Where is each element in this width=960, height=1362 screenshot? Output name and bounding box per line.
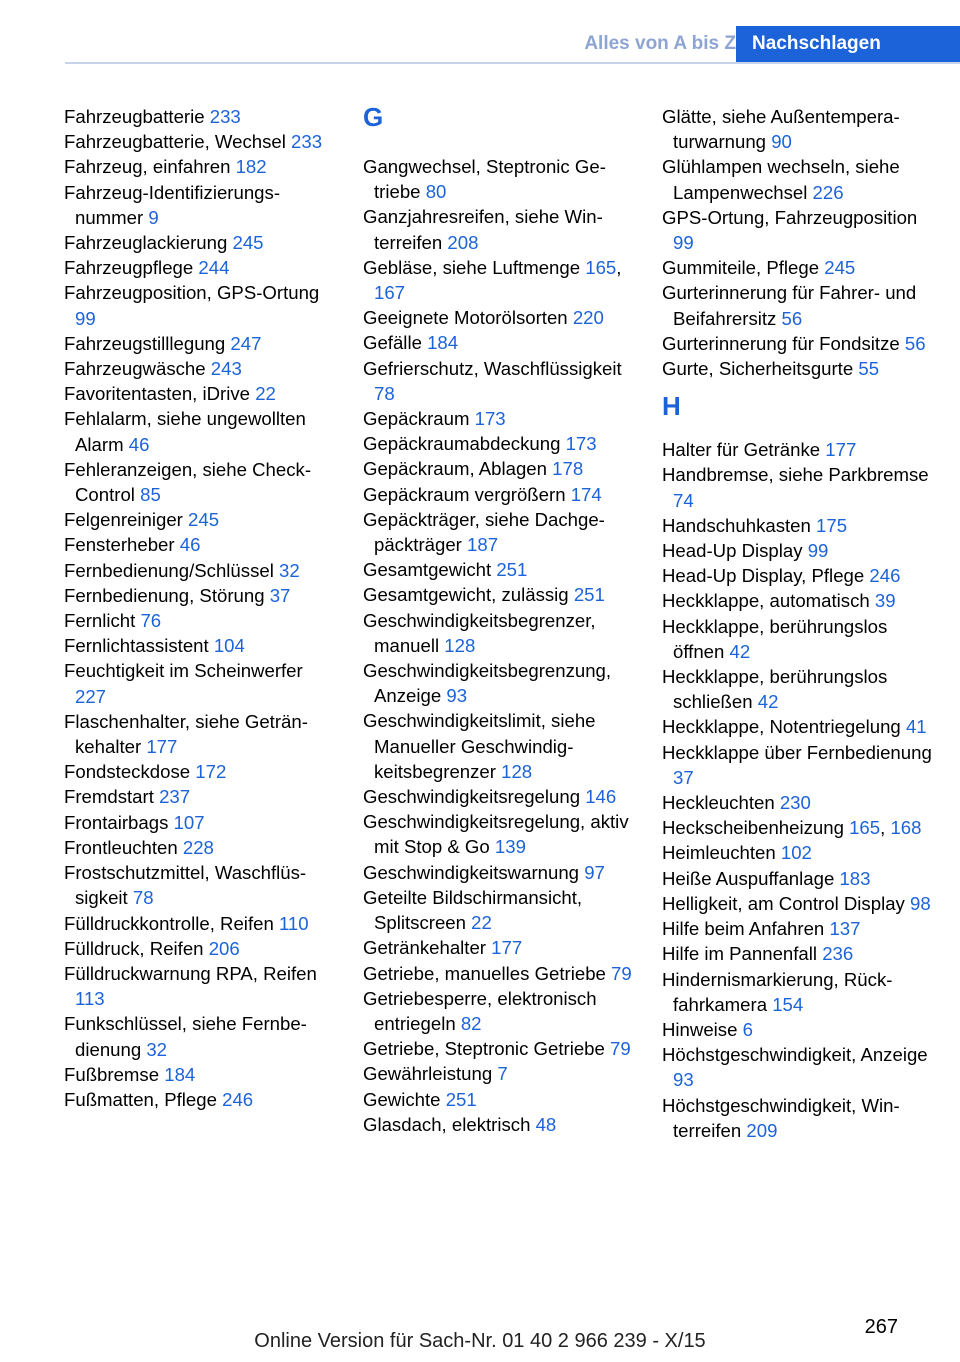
index-entry: [662, 1042, 934, 1092]
entry-term: Head-Up Display, Pflege: [662, 565, 870, 587]
page-header: [65, 26, 960, 64]
index-entry: [662, 104, 934, 154]
page-link[interactable]: 187: [467, 534, 499, 556]
page-link[interactable]: 39: [874, 590, 896, 612]
entry-term: Head-Up Display: [662, 540, 808, 562]
page-link[interactable]: 98: [910, 892, 931, 914]
page-link[interactable]: 93: [446, 685, 468, 707]
index-entry: [363, 406, 635, 431]
page-separator: ,: [616, 256, 622, 278]
page-link[interactable]: 233: [291, 131, 323, 153]
page-link[interactable]: 178: [552, 458, 584, 480]
page-link[interactable]: 55: [858, 358, 880, 380]
page-link[interactable]: 46: [179, 534, 201, 556]
page-link[interactable]: 74: [673, 489, 694, 511]
page-link[interactable]: 206: [208, 937, 240, 959]
entry-term: Geschwindigkeitswarnung: [363, 861, 585, 883]
page-link[interactable]: 173: [565, 433, 597, 455]
page-link[interactable]: 110: [278, 912, 309, 934]
page-link[interactable]: 154: [772, 993, 804, 1015]
page-link[interactable]: 78: [374, 382, 395, 404]
page-link[interactable]: 251: [573, 584, 605, 606]
page-link[interactable]: 102: [780, 842, 812, 864]
index-entry: [363, 885, 635, 935]
entry-term: Gesamtgewicht, zulässig: [363, 584, 574, 606]
entry-term: Fahrzeugposition, GPS-Ortung: [64, 282, 320, 304]
entry-term: Geschwindigkeitslimit, siehe Manueller Geschwindigkeitsbegrenzer: [363, 710, 596, 782]
entry-term: Heckklappe, automatisch: [662, 590, 875, 612]
page-link[interactable]: 104: [213, 635, 245, 657]
entry-term: Höchstgeschwindigkeit, Winterreifen: [662, 1094, 900, 1141]
index-entry: [662, 866, 934, 891]
page-link[interactable]: 246: [869, 565, 901, 587]
entry-term: Gepäckträger, siehe Dachgepäckträger: [363, 508, 605, 556]
entry-term: Heckscheibenheizung: [662, 817, 850, 839]
page-link[interactable]: 165: [849, 817, 881, 839]
entry-term: Flaschenhalter, siehe Getränkehalter: [64, 710, 308, 758]
index-entry: [64, 154, 336, 179]
index-entry: [363, 330, 635, 355]
page-link[interactable]: 167: [374, 282, 406, 304]
index-entry: [363, 809, 635, 859]
section-letter: G: [363, 102, 384, 132]
entry-term: Hilfe im Pannenfall: [662, 943, 823, 965]
page-link[interactable]: 183: [839, 867, 871, 889]
index-entry: [363, 305, 635, 330]
page-link[interactable]: 46: [128, 433, 150, 455]
index-entry: [64, 835, 336, 860]
index-entry: [662, 891, 934, 916]
entry-term: Gebläse, siehe Luftmenge: [363, 256, 586, 278]
index-entry: [64, 331, 336, 356]
index-entry: [64, 457, 336, 507]
entry-term: Fahrzeugpflege: [64, 257, 199, 279]
index-entry: [662, 1017, 934, 1042]
entry-term: Fahrzeug, einfahren: [64, 156, 236, 178]
index-entry: [363, 456, 635, 481]
page-link[interactable]: 42: [757, 691, 779, 713]
index-entry: [64, 810, 336, 835]
page-link[interactable]: 245: [232, 232, 264, 254]
index-entry: [363, 1061, 635, 1086]
index-entry: [662, 714, 934, 739]
entry-term: Heckklappe über Fernbedienung: [662, 741, 932, 763]
entry-term: Fülldruck, Reifen: [64, 937, 209, 959]
page-link[interactable]: 107: [173, 811, 205, 833]
entry-term: Heimleuchten: [662, 842, 781, 864]
entry-term: Geschwindigkeitsregelung, aktiv mit Stop & Go: [363, 811, 629, 858]
entry-term: Gefälle: [363, 332, 428, 354]
entry-term: Halter für Getränke: [662, 439, 826, 461]
page-link[interactable]: 6: [742, 1018, 753, 1040]
index-entry: [64, 356, 336, 381]
index-entry: [64, 406, 336, 456]
index-entry: [363, 204, 635, 254]
entry-term: Gepäckraumabdeckung: [363, 433, 566, 455]
entry-term: Fernlichtassistent: [64, 635, 214, 657]
page-link[interactable]: 82: [460, 1012, 482, 1034]
page-link[interactable]: 99: [673, 232, 694, 254]
entry-term: Fensterheber: [64, 534, 180, 556]
index-entry: [64, 1011, 336, 1061]
entry-term: Fremdstart: [64, 786, 160, 808]
index-entry: [363, 608, 635, 658]
page-link[interactable]: 237: [159, 786, 191, 808]
page-link[interactable]: 251: [496, 559, 528, 581]
index-entry: [662, 941, 934, 966]
index-entry: [662, 280, 934, 330]
entry-term: Gangwechsel, Steptronic Getriebe: [363, 156, 606, 203]
page-link[interactable]: 220: [572, 307, 604, 329]
index-entry: [662, 967, 934, 1017]
index-column-1: [64, 104, 336, 1112]
entry-term: Gurterinnerung für Fondsitze: [662, 332, 905, 354]
page-link[interactable]: 113: [75, 988, 105, 1010]
index-entry: [363, 431, 635, 456]
entry-term: Höchstgeschwindigkeit, Anzeige: [662, 1044, 928, 1066]
page-link[interactable]: 233: [209, 106, 241, 127]
index-entry: [64, 961, 336, 1011]
index-entry: [64, 860, 336, 910]
index-entry: [64, 583, 336, 608]
entry-term: Fernbedienung/Schlüssel: [64, 559, 279, 581]
index-entry: [662, 916, 934, 941]
entry-term: Frontairbags: [64, 811, 174, 833]
entry-term: Heckklappe, berührungslos öffnen: [662, 615, 888, 662]
entry-term: Fahrzeugbatterie: [64, 106, 210, 127]
page-link[interactable]: 99: [807, 540, 829, 562]
entry-term: Fehlalarm, siehe ungewollten Alarm: [64, 408, 306, 455]
page-link[interactable]: 184: [164, 1063, 196, 1085]
entry-term: Geteilte Bildschirmansicht, Splitscreen: [363, 886, 583, 934]
entry-term: Favoritentasten, iDrive: [64, 383, 256, 405]
entry-term: Gepäckraum, Ablagen: [363, 458, 553, 480]
page-link[interactable]: 230: [779, 792, 811, 814]
entry-term: Getriebe, manuelles Getriebe: [363, 962, 612, 984]
entry-term: Fußmatten, Pflege: [64, 1088, 223, 1110]
index-entry: [363, 986, 635, 1036]
page-link[interactable]: 168: [890, 817, 922, 839]
index-entry: [64, 936, 336, 961]
entry-term: Feuchtigkeit im Scheinwerfer: [64, 660, 303, 682]
page-link[interactable]: 32: [146, 1038, 168, 1060]
entry-term: Hinweise: [662, 1018, 743, 1040]
page-link[interactable]: 128: [444, 634, 476, 656]
index-entry: [363, 860, 635, 885]
entry-term: Glühlampen wechseln, siehe Lampenwechsel: [662, 156, 900, 203]
entry-term: Fahrzeugstilllegung: [64, 332, 231, 354]
index-entry: [64, 759, 336, 784]
page-link[interactable]: 227: [75, 685, 107, 707]
entry-term: Heiße Auspuffanlage: [662, 867, 840, 889]
index-entry: [662, 513, 934, 538]
index-entry: [64, 381, 336, 406]
page-link[interactable]: 209: [746, 1119, 778, 1141]
page-link[interactable]: 177: [146, 736, 178, 758]
index-entry: [662, 614, 934, 664]
page-link[interactable]: 184: [427, 332, 459, 354]
index-entry: [64, 709, 336, 759]
page-link[interactable]: 99: [75, 307, 96, 329]
page-link[interactable]: 97: [584, 861, 605, 883]
page-link[interactable]: 79: [610, 1038, 631, 1060]
entry-term: Gepäckraum vergrößern: [363, 483, 571, 505]
page-link[interactable]: 22: [255, 383, 276, 405]
entry-term: Glätte, siehe Außentemperaturwarnung: [662, 106, 900, 153]
page-link[interactable]: 42: [729, 640, 751, 662]
entry-term: Fernbedienung, Störung: [64, 584, 270, 606]
index-entry: [64, 255, 336, 280]
entry-term: Fahrzeugwäsche: [64, 358, 211, 380]
page-link[interactable]: 7: [497, 1063, 508, 1085]
index-entry: [363, 1087, 635, 1112]
index-entry: [363, 154, 635, 204]
page-link[interactable]: 56: [781, 307, 803, 329]
page-link[interactable]: 173: [474, 408, 506, 430]
index-entry: [64, 633, 336, 658]
entry-term: Helligkeit, am Control Display: [662, 892, 911, 914]
entry-term: Getriebesperre, elektronisch entriegeln: [363, 987, 597, 1034]
index-entry: [64, 104, 336, 129]
entry-term: Geschwindigkeitsbegrenzer, manuell: [363, 609, 596, 656]
index-entry: [363, 708, 635, 784]
index-entry: [662, 815, 934, 840]
entry-term: Fußbremse: [64, 1063, 165, 1085]
entry-term: Gefrierschutz, Waschflüssigkeit: [363, 357, 622, 379]
index-entry: [363, 658, 635, 708]
index-entry: [662, 563, 934, 588]
page-link[interactable]: 32: [279, 559, 300, 581]
index-entry: [64, 658, 336, 708]
page-link[interactable]: 79: [611, 962, 632, 984]
page-link[interactable]: 137: [829, 918, 861, 940]
entry-term: Gewährleistung: [363, 1063, 498, 1085]
index-entry: [64, 784, 336, 809]
page-link[interactable]: 48: [535, 1113, 557, 1135]
page-link[interactable]: 182: [235, 156, 267, 178]
page-number: 267: [864, 1316, 898, 1338]
footer-note: Online Version für Sach-Nr. 01 40 2 966 239 - X/15: [254, 1330, 706, 1352]
page-link[interactable]: 246: [222, 1088, 254, 1110]
index-entry: [64, 180, 336, 230]
index-entry: [662, 588, 934, 613]
index-entry: [363, 935, 635, 960]
index-entry: [363, 784, 635, 809]
page-link[interactable]: 226: [812, 181, 844, 203]
entry-term: Gurterinnerung für Fahrer- und Beifahrersitz: [662, 282, 917, 329]
entry-term: Felgenreiniger: [64, 509, 189, 531]
index-entry: [662, 255, 934, 280]
page-link[interactable]: 177: [491, 937, 523, 959]
index-entry: [363, 1036, 635, 1061]
index-entry: [662, 1093, 934, 1143]
index-entry: [64, 911, 336, 936]
entry-term: Fahrzeugbatterie, Wechsel: [64, 131, 292, 153]
index-entry: [64, 280, 336, 330]
page-link[interactable]: 78: [132, 887, 154, 909]
index-entry: [64, 608, 336, 633]
page-link[interactable]: 22: [471, 912, 492, 934]
index-entry: [363, 255, 635, 305]
tab-nachschlagen[interactable]: Nachschlagen: [736, 26, 960, 62]
page-link[interactable]: 228: [182, 836, 214, 858]
entry-term: Fülldruckwarnung RPA, Reifen: [64, 962, 317, 984]
index-entry: [662, 205, 934, 255]
entry-term: Handschuhkasten: [662, 514, 817, 536]
index-entry: [363, 482, 635, 507]
entry-term: Frontleuchten: [64, 836, 183, 858]
page-link[interactable]: 37: [673, 766, 694, 788]
index-entry: [662, 462, 934, 512]
page-link[interactable]: 85: [140, 484, 161, 506]
entry-term: Hindernismarkierung, Rückfahrkamera: [662, 968, 893, 1015]
entry-term: Fehleranzeigen, siehe Check-Control: [64, 458, 312, 506]
page-link[interactable]: 93: [673, 1069, 694, 1091]
entry-term: Glasdach, elektrisch: [363, 1113, 536, 1135]
index-entry: [363, 557, 635, 582]
page-link[interactable]: 128: [501, 760, 533, 782]
breadcrumb[interactable]: Alles von A bis Z: [584, 33, 736, 54]
index-column-3: [662, 104, 934, 1143]
index-column-2: [363, 104, 635, 1137]
page-link[interactable]: 247: [230, 332, 262, 354]
entry-term: Handbremse, siehe Parkbremse: [662, 464, 929, 486]
entry-term: Funkschlüssel, siehe Fernbedienung: [64, 1013, 307, 1060]
entry-term: Fahrzeuglackierung: [64, 232, 233, 254]
entry-term: Geschwindigkeitsbegrenzung, Anzeige: [363, 660, 612, 707]
index-entry: [64, 507, 336, 532]
index-entry: [662, 664, 934, 714]
index-entry: [64, 558, 336, 583]
page-link[interactable]: 146: [585, 786, 617, 808]
entry-term: Ganzjahresreifen, siehe Winterreifen: [363, 206, 603, 253]
entry-term: Frostschutzmittel, Waschflüssigkeit: [64, 862, 307, 909]
entry-term: Fahrzeug-Identifizierungsnummer: [64, 181, 281, 228]
entry-term: Gewichte: [363, 1088, 446, 1110]
index-entry: [662, 538, 934, 563]
entry-term: Fernlicht: [64, 610, 141, 632]
page-link[interactable]: 174: [570, 483, 602, 505]
entry-term: Gummiteile, Pflege: [662, 257, 825, 279]
index-entry: [662, 437, 934, 462]
entry-term: Gurte, Sicherheitsgurte: [662, 358, 859, 380]
index-entry: [662, 790, 934, 815]
index-entry: [64, 230, 336, 255]
entry-term: Getränkehalter: [363, 937, 492, 959]
page-link[interactable]: 56: [904, 332, 926, 354]
index-entry: [662, 356, 934, 381]
index-entry: [363, 1112, 635, 1137]
index-entry: [363, 507, 635, 557]
index-entry: [363, 582, 635, 607]
page-link[interactable]: 165: [585, 256, 617, 278]
page-link[interactable]: 139: [494, 836, 526, 858]
page-link[interactable]: 245: [188, 509, 220, 531]
page-link[interactable]: 41: [905, 716, 927, 738]
entry-term: Gepäckraum: [363, 408, 475, 430]
page-link[interactable]: 208: [447, 231, 479, 253]
index-entry: [64, 129, 336, 154]
page-link[interactable]: 244: [198, 257, 230, 279]
page-link[interactable]: 9: [148, 206, 159, 228]
entry-term: Gesamtgewicht: [363, 559, 497, 581]
entry-term: Hilfe beim Anfahren: [662, 918, 830, 940]
index-entry: [363, 356, 635, 406]
page-link[interactable]: 236: [822, 943, 854, 965]
entry-term: Geeignete Motorölsorten: [363, 307, 573, 329]
page-link[interactable]: 245: [824, 257, 856, 279]
index-entry: [662, 740, 934, 790]
entry-term: Geschwindigkeitsregelung: [363, 786, 586, 808]
entry-term: Heckleuchten: [662, 792, 780, 814]
page-link[interactable]: 172: [195, 761, 227, 783]
index-entry: [662, 154, 934, 204]
entry-term: Getriebe, Steptronic Getriebe: [363, 1038, 611, 1060]
entry-term: Fondsteckdose: [64, 761, 196, 783]
index-entry: [662, 331, 934, 356]
section-letter: H: [662, 391, 681, 422]
page-link[interactable]: 80: [425, 181, 447, 203]
page-link[interactable]: 243: [210, 358, 242, 380]
index-entry: [64, 532, 336, 557]
entry-term: Heckklappe, Notentriegelung: [662, 716, 906, 738]
entry-term: Heckklappe, berührungslos schließen: [662, 666, 888, 713]
index-entry: [662, 840, 934, 865]
page-link[interactable]: 76: [140, 610, 162, 632]
page-separator: ,: [880, 817, 891, 839]
entry-term: Fülldruckkontrolle, Reifen: [64, 912, 279, 934]
page-link[interactable]: 251: [445, 1088, 477, 1110]
page-link[interactable]: 37: [269, 584, 291, 606]
page-link[interactable]: 90: [771, 131, 792, 153]
page-link[interactable]: 177: [825, 439, 857, 461]
index-entry: [64, 1087, 336, 1112]
index-entry: [363, 961, 635, 986]
entry-term: GPS-Ortung, Fahrzeugposition: [662, 206, 918, 228]
page-link[interactable]: 175: [816, 514, 848, 536]
index-entry: [64, 1062, 336, 1087]
